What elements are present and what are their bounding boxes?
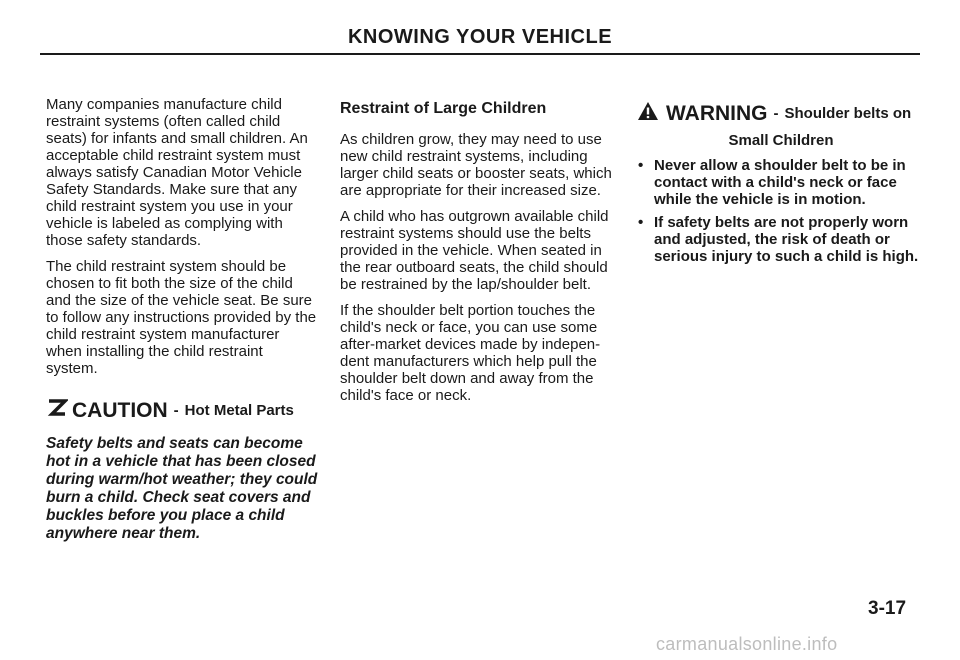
caution-body: Safety belts and seats can become hot in a vehicle that has been closed during warm/hot weather; they could burn a child. Check seat covers and buckles before you place a child anywhere near them. — [46, 435, 318, 542]
warning-list — [636, 157, 926, 265]
caution-heading — [46, 397, 318, 423]
column-middle — [340, 96, 620, 413]
bullet-icon: • — [638, 214, 644, 231]
caution-label: CAUTION — [72, 398, 168, 422]
caution-icon — [46, 397, 68, 423]
column-left — [46, 96, 318, 543]
page-header: KNOWING YOUR VEHICLE — [347, 26, 613, 48]
warning-title: Shoulder belts on — [784, 104, 912, 122]
column-right — [636, 96, 926, 271]
bullet-icon: • — [638, 157, 644, 174]
list-item-text: If safety belts are not properly worn and adjusted, the risk of death or serious injury to such a child is high. — [654, 214, 919, 265]
warning-subtitle: Small Children — [728, 132, 834, 149]
warning-heading — [636, 100, 926, 126]
list-item — [636, 214, 926, 265]
header-rule — [40, 53, 920, 55]
list-item-text: Never allow a shoulder belt to be in contact with a child's neck or face while the vehicle is in motion. — [654, 157, 906, 208]
list-item — [636, 157, 926, 208]
page-number: 3-17 — [868, 598, 907, 619]
intro-paragraph: Many companies manufacture child restraint systems (often called child seats) for infants and small children. An acceptable child restraint system must always satisfy Canadian Motor Vehicle Safety Standards. Make sure that any child restraint system you use in your vehicle is labeled as complying with those safety standards. — [46, 96, 308, 249]
grow-paragraph: As children grow, they may need to use new child restraint systems, including larger child seats or booster seats, which are appropriate for their increased size. — [340, 131, 612, 199]
warning-separator: - — [773, 104, 779, 122]
warning-label: WARNING — [666, 101, 768, 125]
outgrown-paragraph: A child who has outgrown available child restraint systems should use the belts provided in the vehicle. When seated in the rear outboard seats, the child should be restrained by the lap/shoulder belt. — [340, 208, 609, 293]
caution-title: Hot Metal Parts — [184, 401, 294, 419]
shoulder-belt-paragraph: If the shoulder belt portion touches the child's neck or face, you can use some after-market devices made by indepen-dent manufacturers which help pull the shoulder belt down and away from the child's face or neck. — [340, 302, 601, 404]
fit-paragraph: The child restraint system should be chosen to fit both the size of the child and the size of the vehicle seat. Be sure to follow any instructions provided by the child restraint system manufacturer when installing the child restraint system. — [46, 258, 317, 377]
section-heading: Restraint of Large Children — [340, 100, 547, 117]
warning-triangle-icon — [636, 100, 660, 126]
watermark: carmanualsonline.info — [656, 634, 838, 654]
caution-separator: - — [173, 401, 179, 419]
